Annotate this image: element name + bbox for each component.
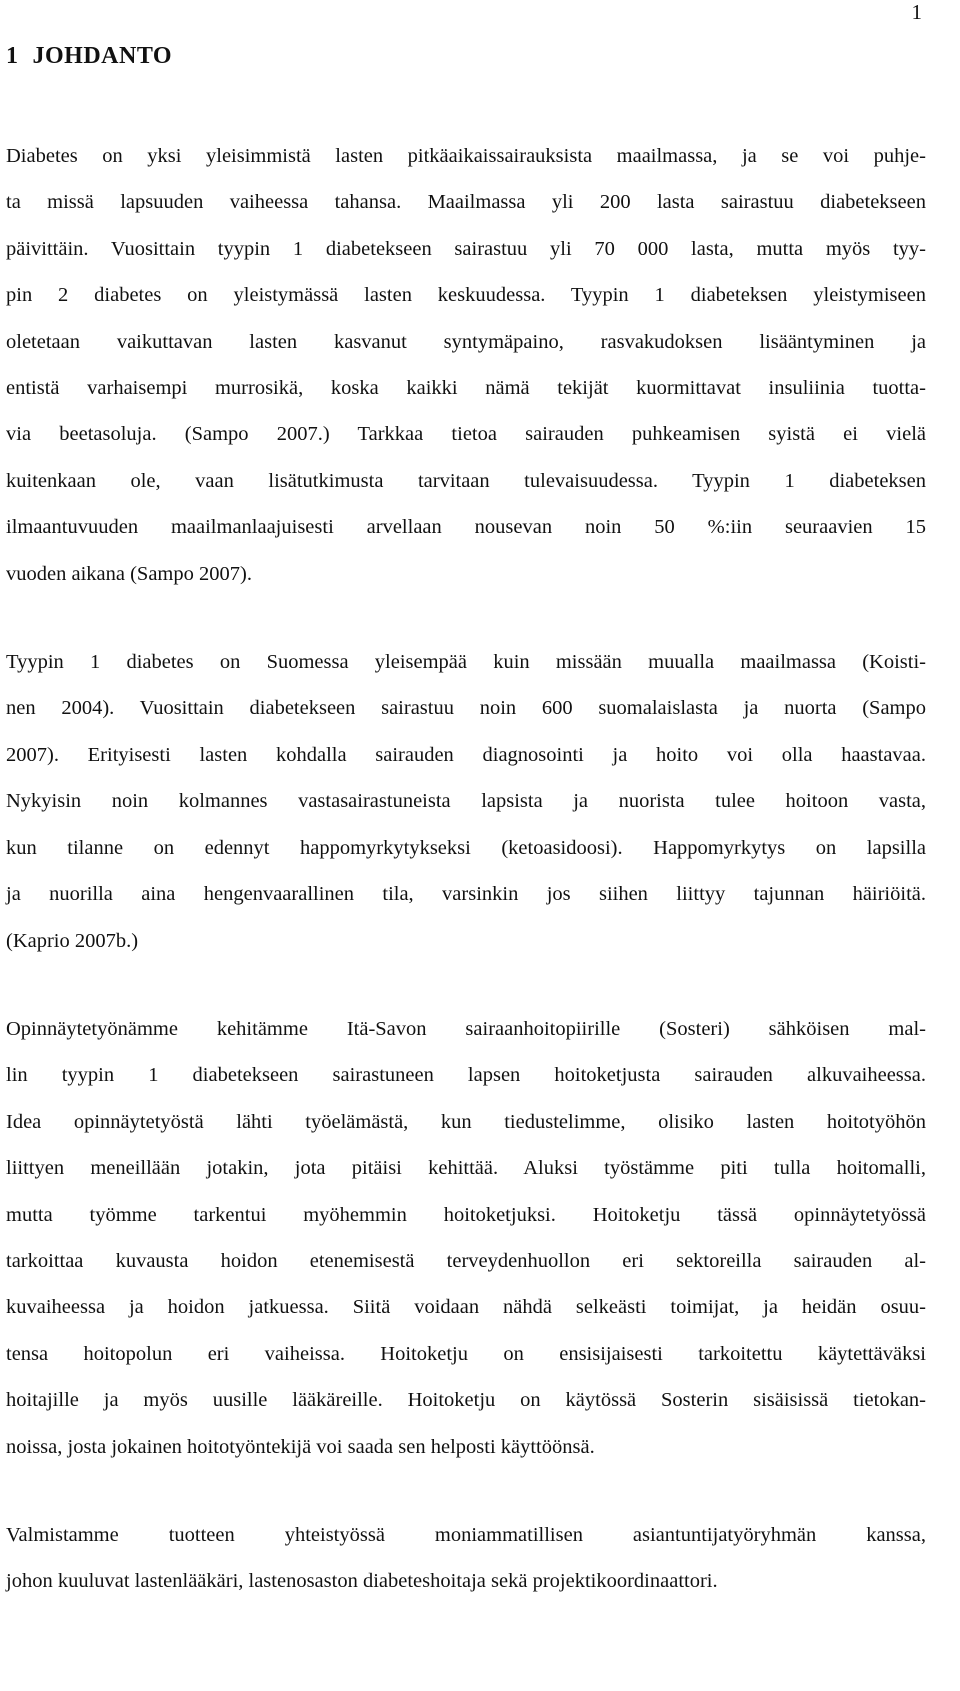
text-line: Diabetes on yksi yleisimmistä lasten pitkäaikaissairauksista maailmassa, ja se voi puhje- (6, 145, 926, 167)
text-line: päivittäin. Vuosittain tyypin 1 diabetekseen sairastuu yli 70 000 lasta, mutta myös tyy- (6, 237, 926, 260)
text-line: ta missä lapsuuden vaiheessa tahansa. Maailmassa yli 200 lasta sairastuu diabetekseen (6, 191, 926, 214)
text-line: kuvaiheessa ja hoidon jatkuessa. Siitä voidaan nähdä selkeästi toimijat, ja heidän osuu- (6, 1296, 926, 1319)
text-line: Tyypin 1 diabetes on Suomessa yleisempää kuin missään muualla maailmassa (Koisti- (6, 651, 926, 674)
text-line: lin tyypin 1 diabetekseen sairastuneen lapsen hoitoketjusta sairauden alkuvaiheessa. (6, 1064, 926, 1087)
text-line: nen 2004). Vuosittain diabetekseen sairastuu noin 600 suomalaislasta ja nuorta (Sampo (6, 697, 926, 720)
paragraph (6, 1006, 926, 1470)
chapter-heading (6, 44, 172, 68)
text-line: via beetasoluja. (Sampo 2007.) Tarkkaa tietoa sairauden puhkeamisen syistä ei vielä (6, 423, 926, 446)
page-number: 1 (911, 0, 922, 24)
text-line: tensa hoitopolun eri vaiheissa. Hoitoketju on ensisijaisesti tarkoitettu käytettäväksi (6, 1342, 926, 1365)
text-line: vuoden aikana (Sampo 2007). (6, 562, 252, 585)
paragraph (6, 639, 926, 964)
text-line: liittyen meneillään jotakin, jota pitäisi kehittää. Aluksi työstämme piti tulla hoitomalli, (6, 1157, 926, 1180)
paragraph (6, 133, 926, 597)
text-line: kun tilanne on edennyt happomyrkytykseksi (ketoasidoosi). Happomyrkytys on lapsilla (6, 836, 926, 859)
chapter-number: 1 (6, 43, 19, 69)
text-line: johon kuuluvat lastenlääkäri, lastenosaston diabeteshoitaja sekä projektikoordinaattori. (6, 1570, 718, 1593)
text-line: oletetaan vaikuttavan lasten kasvanut syntymäpaino, rasvakudoksen lisääntyminen ja (6, 330, 926, 353)
chapter-title: JOHDANTO (32, 43, 173, 69)
text-line: 2007). Erityisesti lasten kohdalla sairauden diagnosointi ja hoito voi olla haastavaa. (6, 743, 926, 766)
text-line: Nykyisin noin kolmannes vastasairastuneista lapsista ja nuorista tulee hoitoon vasta, (6, 790, 926, 813)
text-line: Valmistamme tuotteen yhteistyössä moniammatillisen asiantuntijatyöryhmän kanssa, (6, 1523, 926, 1546)
text-line: noissa, josta jokainen hoitotyöntekijä voi saada sen helposti käyttöönsä. (6, 1435, 595, 1458)
text-line: (Kaprio 2007b.) (6, 929, 139, 952)
text-line: pin 2 diabetes on yleistymässä lasten keskuudessa. Tyypin 1 diabeteksen yleistymiseen (6, 284, 926, 307)
text-line: ilmaantuvuuden maailmanlaajuisesti arvellaan nousevan noin 50 %:iin seuraavien 15 (6, 516, 926, 539)
text-line: ja nuorilla aina hengenvaarallinen tila, varsinkin jos siihen liittyy tajunnan häiriöitä. (6, 883, 926, 906)
text-line: Idea opinnäytetyöstä lähti työelämästä, kun tiedustelimme, olisiko lasten hoitotyöhön (6, 1110, 926, 1133)
body-text (6, 133, 926, 1647)
text-line: mutta työmme tarkentui myöhemmin hoitoketjuksi. Hoitoketju tässä opinnäytetyössä (6, 1203, 926, 1226)
text-line: hoitajille ja myös uusille lääkäreille. Hoitoketju on käytössä Sosterin sisäisissä tietokan- (6, 1389, 926, 1412)
paragraph (6, 1512, 926, 1605)
text-line: tarkoittaa kuvausta hoidon etenemisestä terveydenhuollon eri sektoreilla sairauden al- (6, 1249, 926, 1272)
text-line: Opinnäytetyönämme kehitämme Itä-Savon sairaanhoitopiirille (Sosteri) sähköisen mal- (6, 1017, 926, 1040)
text-line: entistä varhaisempi murrosikä, koska kaikki nämä tekijät kuormittavat insuliinia tuotta- (6, 377, 926, 400)
text-line: kuitenkaan ole, vaan lisätutkimusta tarvitaan tulevaisuudessa. Tyypin 1 diabeteksen (6, 469, 926, 492)
